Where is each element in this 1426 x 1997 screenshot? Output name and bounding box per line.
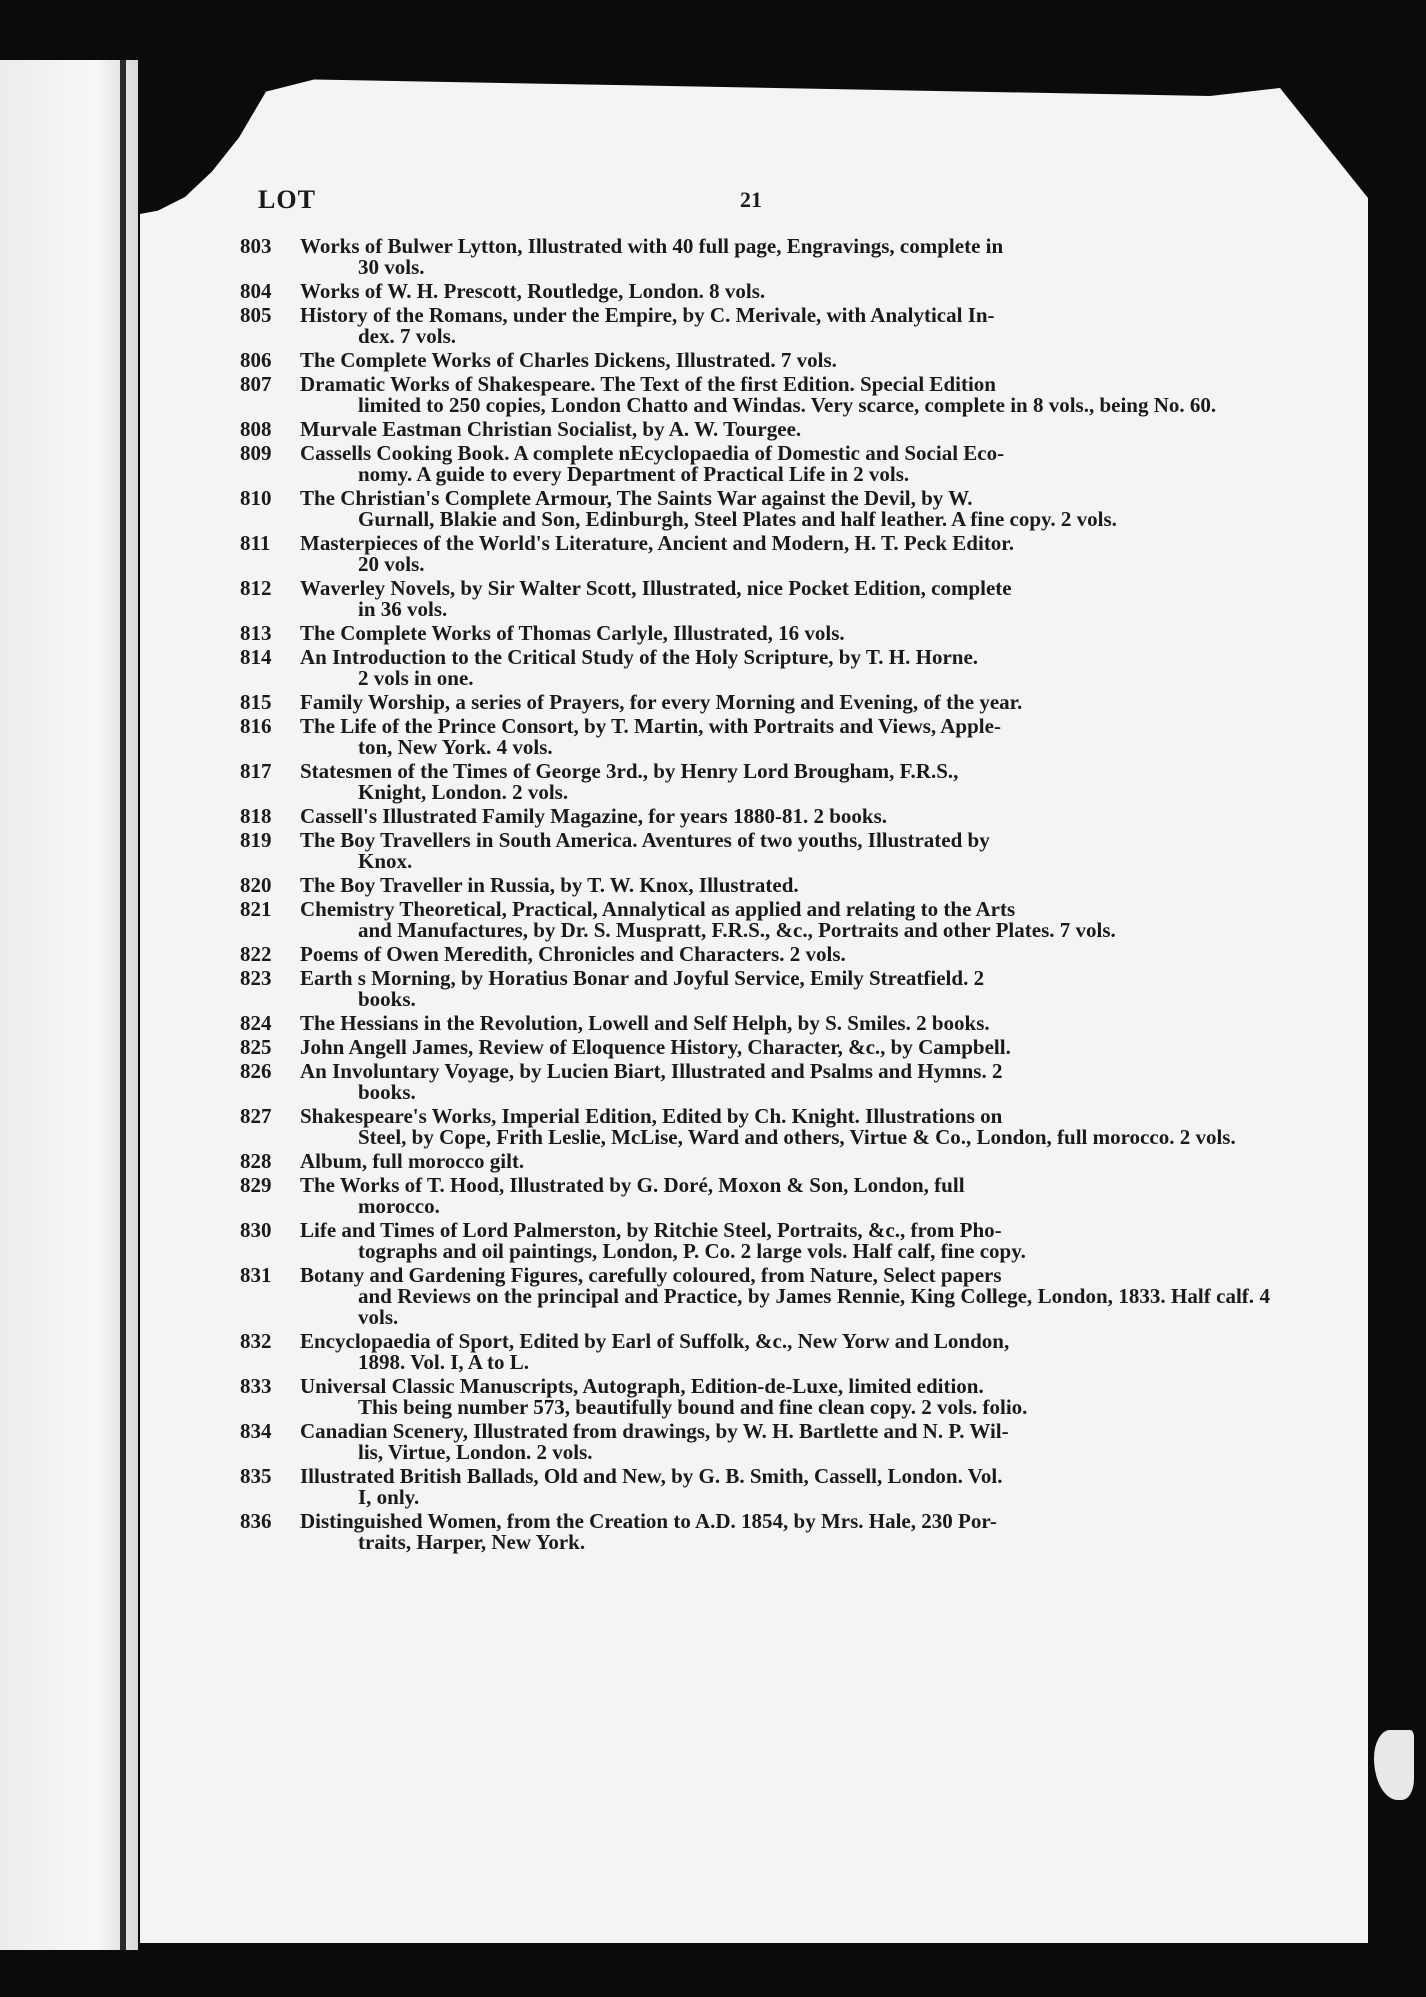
lot-description-line: Distinguished Women, from the Creation to A.D. 1854, by Mrs. Hale, 230 Por- [300,1509,997,1533]
lot-description-continuation: nomy. A guide to every Department of Practical Life in 2 vols. [358,462,910,486]
lot-description-continuation: Knox. [358,849,413,873]
lot-description [300,692,1270,713]
lot-description-continuation: This being number 573, beautifully bound and fine clean copy. 2 vols. folio. [358,1395,1028,1419]
lot-entry [240,305,1270,347]
lot-entry [240,1061,1270,1103]
page-header [258,185,1258,225]
lot-number: 815 [240,690,272,714]
lot-description [300,533,1270,575]
lot-description-continuation: Steel, by Cope, Frith Leslie, McLise, Ward and others, Virtue & Co., London, full morocco. 2 vols. [358,1125,1236,1149]
lot-column-label: LOT [258,185,316,214]
lot-entry [240,1106,1270,1148]
lot-entry [240,875,1270,896]
lot-entry [240,281,1270,302]
lot-entry [240,716,1270,758]
lot-description [300,830,1270,872]
lot-number: 809 [240,441,272,465]
lot-entry [240,443,1270,485]
lot-description-line: Universal Classic Manuscripts, Autograph, Edition-de-Luxe, limited edition. [300,1374,984,1398]
lot-description [300,443,1270,485]
lot-description-line: The Hessians in the Revolution, Lowell and Self Helph, by S. Smiles. 2 books. [300,1011,990,1035]
lot-description [300,305,1270,347]
lot-number: 827 [240,1104,272,1128]
lot-description-line: Botany and Gardening Figures, carefully coloured, from Nature, Select papers [300,1263,1002,1287]
lot-number: 835 [240,1464,272,1488]
lot-number: 812 [240,576,272,600]
lot-description [300,281,1270,302]
lot-description-continuation: lis, Virtue, London. 2 vols. [358,1440,593,1464]
lot-description [300,350,1270,371]
lot-number: 825 [240,1035,272,1059]
lot-number: 804 [240,279,272,303]
lot-description [300,374,1270,416]
lot-description [300,968,1270,1010]
page-number: 21 [740,187,762,212]
lot-description [300,716,1270,758]
lot-number: 803 [240,234,272,258]
lot-number: 810 [240,486,272,510]
lot-number: 831 [240,1263,272,1287]
lot-entry [240,1511,1270,1553]
lot-description [300,1376,1270,1418]
lot-description-line: Cassells Cooking Book. A complete nEcyclopaedia of Domestic and Social Eco- [300,441,1005,465]
lot-description-continuation: I, only. [358,1485,420,1509]
lot-number: 836 [240,1509,272,1533]
lot-description-line: Life and Times of Lord Palmerston, by Ritchie Steel, Portraits, &c., from Pho- [300,1218,1002,1242]
lot-description-continuation: books. [358,987,416,1011]
lot-description-line: Cassell's Illustrated Family Magazine, for years 1880-81. 2 books. [300,804,887,828]
lot-description-line: The Boy Traveller in Russia, by T. W. Knox, Illustrated. [300,873,799,897]
lot-description-line: The Boy Travellers in South America. Aventures of two youths, Illustrated by [300,828,990,852]
lot-description-line: History of the Romans, under the Empire, by C. Merivale, with Analytical In- [300,303,995,327]
lot-description-continuation: traits, Harper, New York. [358,1530,586,1554]
lot-description [300,1421,1270,1463]
lot-entry [240,1466,1270,1508]
lot-entry [240,830,1270,872]
lot-number: 813 [240,621,272,645]
lot-number: 819 [240,828,272,852]
lot-number: 823 [240,966,272,990]
lot-entry [240,1175,1270,1217]
lot-entry [240,419,1270,440]
lot-description-line: The Works of T. Hood, Illustrated by G. Doré, Moxon & Son, London, full [300,1173,965,1197]
lot-description-line: Encyclopaedia of Sport, Edited by Earl of Suffolk, &c., New Yorw and London, [300,1329,1010,1353]
lot-description-line: An Introduction to the Critical Study of the Holy Scripture, by T. H. Horne. [300,645,979,669]
lot-entry [240,1037,1270,1058]
lot-number: 832 [240,1329,272,1353]
lot-entry [240,236,1270,278]
lot-description [300,944,1270,965]
lot-description-line: An Involuntary Voyage, by Lucien Biart, Illustrated and Psalms and Hymns. 2 [300,1059,1003,1083]
lot-entry [240,374,1270,416]
lot-number: 828 [240,1149,272,1173]
lot-entry [240,1331,1270,1373]
lot-description-line: Statesmen of the Times of George 3rd., by Henry Lord Brougham, F.R.S., [300,759,959,783]
lot-entry [240,623,1270,644]
lot-description-line: Masterpieces of the World's Literature, Ancient and Modern, H. T. Peck Editor. [300,531,1014,555]
lot-description [300,623,1270,644]
lot-description-line: Waverley Novels, by Sir Walter Scott, Illustrated, nice Pocket Edition, complete [300,576,1012,600]
lot-entry [240,761,1270,803]
lot-number: 834 [240,1419,272,1443]
lot-description-continuation: tographs and oil paintings, London, P. Co. 2 large vols. Half calf, fine copy. [358,1239,1026,1263]
lot-number: 822 [240,942,272,966]
lot-description-continuation: ton, New York. 4 vols. [358,735,553,759]
lot-list [240,236,1270,1556]
paper-smudge [1374,1730,1414,1800]
lot-number: 816 [240,714,272,738]
lot-description-continuation: Knight, London. 2 vols. [358,780,569,804]
lot-number: 820 [240,873,272,897]
lot-number: 808 [240,417,272,441]
lot-description [300,1331,1270,1373]
lot-description-continuation: books. [358,1080,416,1104]
page-gutter [120,60,126,1950]
lot-description [300,1220,1270,1262]
lot-description-continuation: limited to 250 copies, London Chatto and Windas. Very scarce, complete in 8 vols., being No. 60. [358,393,1217,417]
lot-description-line: The Christian's Complete Armour, The Saints War against the Devil, by W. [300,486,973,510]
lot-description-continuation: Gurnall, Blakie and Son, Edinburgh, Steel Plates and half leather. A fine copy. 2 vols. [358,507,1117,531]
lot-entry [240,1376,1270,1418]
lot-entry [240,350,1270,371]
lot-entry [240,1013,1270,1034]
lot-description-line: The Complete Works of Thomas Carlyle, Illustrated, 16 vols. [300,621,845,645]
lot-description-line: The Life of the Prince Consort, by T. Martin, with Portraits and Views, Apple- [300,714,1001,738]
lot-number: 805 [240,303,272,327]
lot-description-continuation: and Manufactures, by Dr. S. Muspratt, F.R.S., &c., Portraits and other Plates. 7 vols. [358,918,1116,942]
lot-entry [240,692,1270,713]
lot-entry [240,1421,1270,1463]
lot-number: 830 [240,1218,272,1242]
lot-description [300,899,1270,941]
lot-entry [240,1220,1270,1262]
lot-description [300,1013,1270,1034]
lot-description-continuation: 1898. Vol. I, A to L. [358,1350,529,1374]
lot-entry [240,899,1270,941]
lot-number: 806 [240,348,272,372]
lot-description [300,875,1270,896]
lot-description [300,761,1270,803]
lot-description [300,236,1270,278]
lot-number: 826 [240,1059,272,1083]
lot-description-line: Works of Bulwer Lytton, Illustrated with 40 full page, Engravings, complete in [300,234,1004,258]
lot-number: 833 [240,1374,272,1398]
lot-number: 817 [240,759,272,783]
lot-description-line: Canadian Scenery, Illustrated from drawings, by W. H. Bartlette and N. P. Wil- [300,1419,1009,1443]
lot-entry [240,578,1270,620]
lot-description [300,1511,1270,1553]
lot-description-continuation: 30 vols. [358,255,425,279]
lot-description-line: Illustrated British Ballads, Old and New, by G. B. Smith, Cassell, London. Vol. [300,1464,1003,1488]
lot-entry [240,806,1270,827]
lot-entry [240,533,1270,575]
lot-description-continuation: and Reviews on the principal and Practice, by James Rennie, King College, London, 1833. Half calf. 4 vols. [358,1284,1270,1329]
lot-description-line: Poems of Owen Meredith, Chronicles and Characters. 2 vols. [300,942,846,966]
lot-description [300,1106,1270,1148]
previous-page-edge [0,60,138,1950]
lot-description [300,1151,1270,1172]
lot-entry [240,1265,1270,1328]
lot-description-line: Dramatic Works of Shakespeare. The Text of the first Edition. Special Edition [300,372,996,396]
lot-description-line: The Complete Works of Charles Dickens, Illustrated. 7 vols. [300,348,837,372]
lot-entry [240,944,1270,965]
lot-description [300,1265,1270,1328]
lot-number: 821 [240,897,272,921]
lot-entry [240,968,1270,1010]
lot-description [300,1061,1270,1103]
lot-number: 807 [240,372,272,396]
lot-description [300,647,1270,689]
lot-description [300,488,1270,530]
lot-description [300,419,1270,440]
lot-description-line: Earth s Morning, by Horatius Bonar and Joyful Service, Emily Streatfield. 2 [300,966,985,990]
lot-number: 829 [240,1173,272,1197]
lot-entry [240,647,1270,689]
lot-description-continuation: 20 vols. [358,552,425,576]
lot-description [300,1037,1270,1058]
lot-entry [240,488,1270,530]
lot-description-line: Murvale Eastman Christian Socialist, by A. W. Tourgee. [300,417,802,441]
lot-description-line: John Angell James, Review of Eloquence History, Character, &c., by Campbell. [300,1035,1011,1059]
lot-number: 811 [240,531,271,555]
lot-description-line: Shakespeare's Works, Imperial Edition, Edited by Ch. Knight. Illustrations on [300,1104,1003,1128]
lot-description [300,806,1270,827]
lot-entry [240,1151,1270,1172]
lot-number: 814 [240,645,272,669]
lot-description-line: Works of W. H. Prescott, Routledge, London. 8 vols. [300,279,766,303]
lot-description-continuation: 2 vols in one. [358,666,474,690]
lot-description-continuation: morocco. [358,1194,440,1218]
lot-number: 824 [240,1011,272,1035]
lot-description [300,578,1270,620]
lot-description [300,1466,1270,1508]
lot-description-line: Album, full morocco gilt. [300,1149,525,1173]
lot-description-line: Family Worship, a series of Prayers, for every Morning and Evening, of the year. [300,690,1023,714]
lot-description [300,1175,1270,1217]
lot-description-continuation: in 36 vols. [358,597,448,621]
lot-description-line: Chemistry Theoretical, Practical, Annalytical as applied and relating to the Arts [300,897,1016,921]
lot-number: 818 [240,804,272,828]
lot-description-continuation: dex. 7 vols. [358,324,457,348]
